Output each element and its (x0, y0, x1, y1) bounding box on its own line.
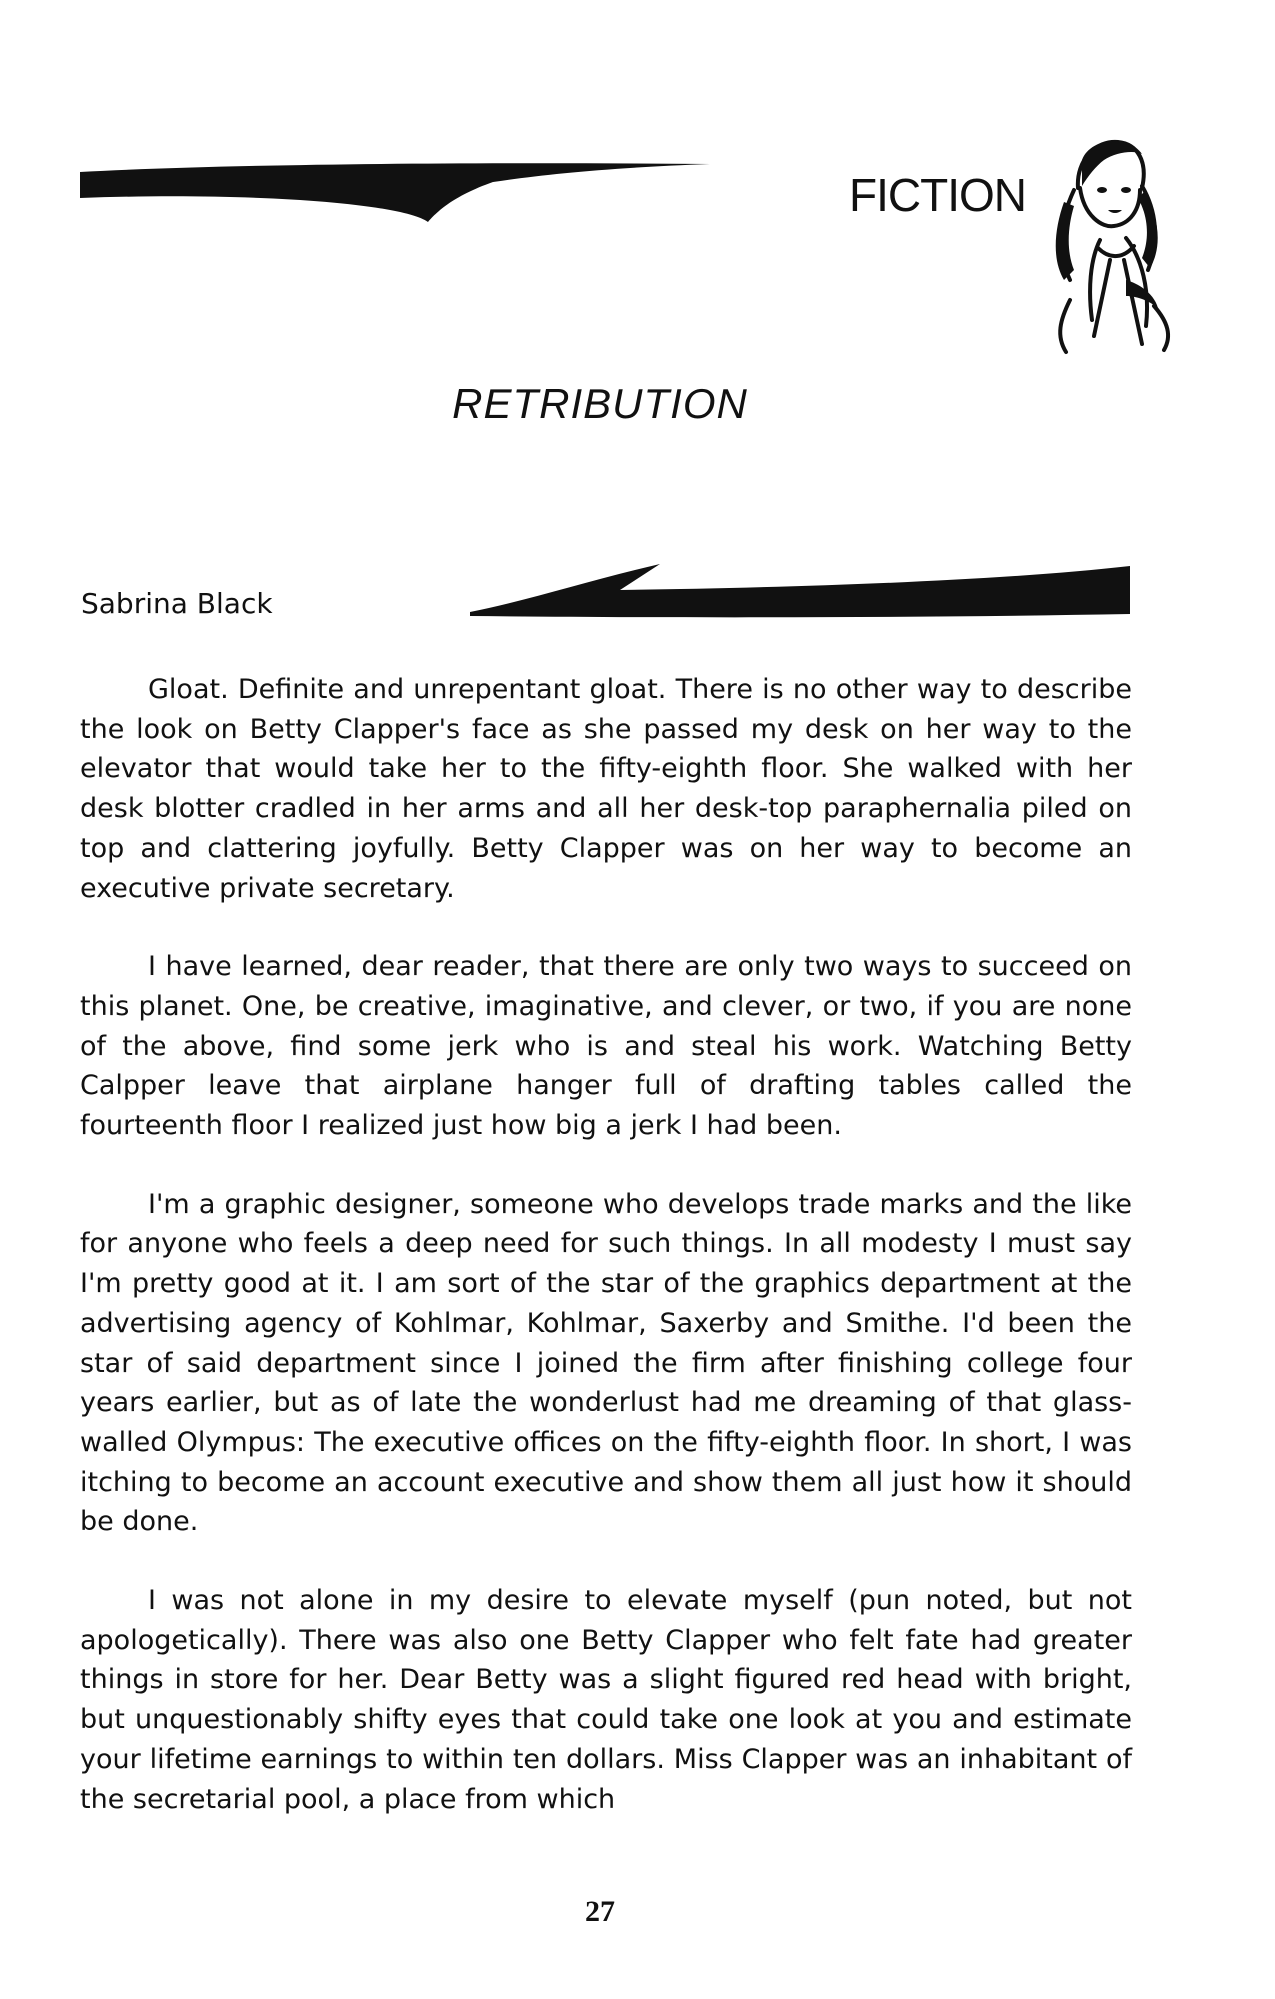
paragraph: I was not alone in my desire to elevate myself (pun noted, but not apologetically). There was also one Betty Clapper who felt fate had greater things in store for her. Dear Betty was a slight figured red head with bright, but unquestionably shifty eyes that could take one look at you and estimate your lifetime earnings to within ten dollars. Miss Clapper was an inhabitant of the secretarial pool, a place from which (80, 1585, 1132, 1815)
section-label: FICTION (849, 169, 1026, 221)
woman-illustration (1030, 130, 1180, 355)
story-title: RETRIBUTION (452, 380, 748, 427)
story-body (80, 670, 1132, 1858)
author-byline: Sabrina Black (81, 587, 273, 620)
decorative-swoosh-top (80, 162, 710, 222)
decorative-swoosh-middle (470, 560, 1130, 620)
paragraph: I have learned, dear reader, that there are only two ways to succeed on this planet. One, be creative, imaginative, and clever, or two, if you are none of the above, find some jerk who is and steal his work. Watching Betty Calpper leave that airplane hanger full of drafting tables called the fourteenth floor I realized just how big a jerk I had been. (80, 951, 1132, 1142)
page-number: 27 (585, 1895, 615, 1928)
paragraph: I'm a graphic designer, someone who develops trade marks and the like for anyone who feels a deep need for such things. In all modesty I must say I'm pretty good at it. I am sort of the star of the graphics department at the advertising agency of Kohlmar, Kohlmar, Saxerby and Smithe. I'd been the star of said department since I joined the firm after finishing college four years earlier, but as of late the wonderlust had me dreaming of that glass-walled Olympus: The executive offices on the fifty-eighth floor. In short, I was itching to become an account executive and show them all just how it should be done. (80, 1188, 1132, 1538)
paragraph: Gloat. Definite and unrepentant gloat. There is no other way to describe the look on Betty Clapper's face as she passed my desk on her way to the elevator that would take her to the fifty-eighth floor. She walked with her desk blotter cradled in her arms and all her desk-top paraphernalia piled on top and clattering joyfully. Betty Clapper was on her way to become an executive private secretary. (80, 674, 1132, 904)
